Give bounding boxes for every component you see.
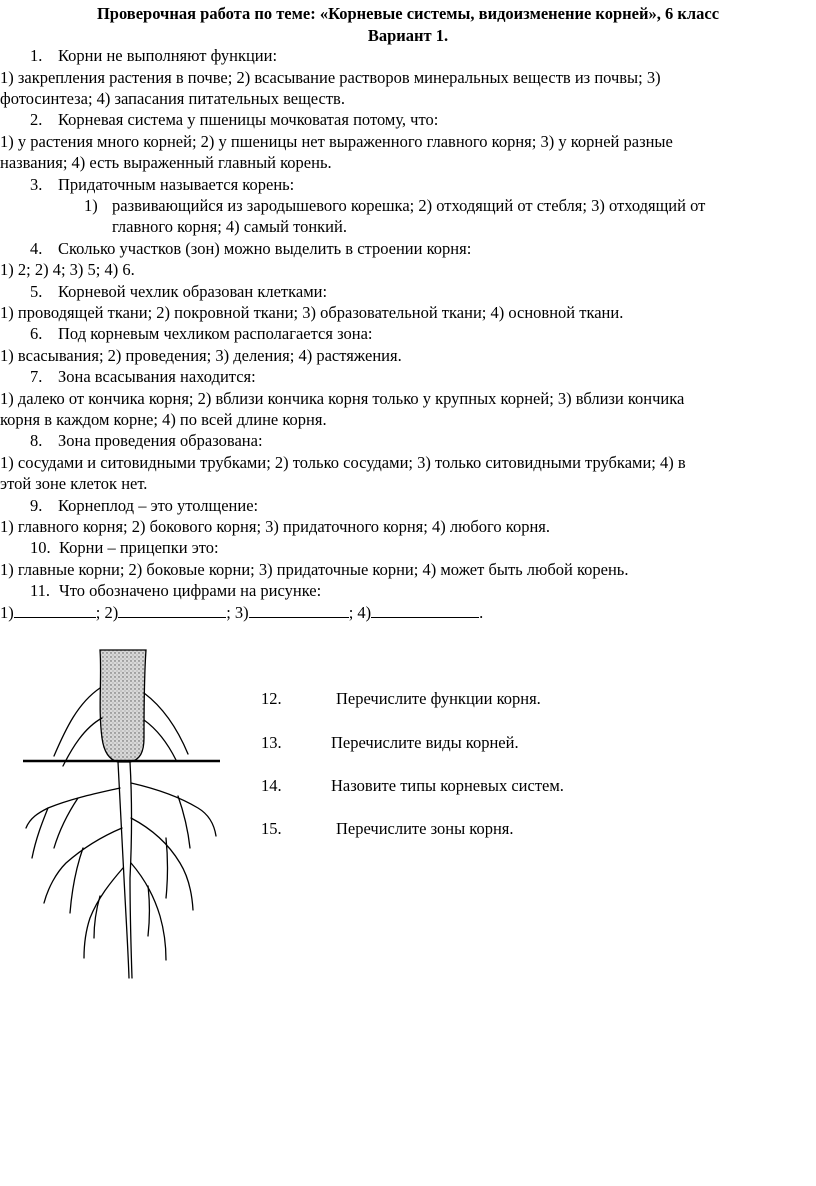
question-13: 13. Перечислите виды корней. bbox=[261, 733, 519, 752]
answer-line: 1) всасывания; 2) проведения; 3) деления; 4) растяжения. bbox=[0, 346, 402, 365]
page-title: Проверочная работа по теме: «Корневые системы, видоизменение корней», 6 класс bbox=[96, 4, 720, 23]
question-text: Сколько участков (зон) можно выделить в строении корня: bbox=[58, 239, 472, 258]
answer-line: главного корня; 4) самый тонкий. bbox=[112, 217, 347, 236]
question-7: 7. Зона всасывания находится: bbox=[30, 367, 256, 386]
answer-line: 1) развивающийся из зародышевого корешка; 2) отходящий от стебля; 3) отходящий от bbox=[84, 196, 706, 215]
answer-line: корня в каждом корне; 4) по всей длине корня. bbox=[0, 410, 327, 429]
answer-line: 1) сосудами и ситовидными трубками; 2) только сосудами; 3) только ситовидными трубками; 4) в bbox=[0, 453, 686, 472]
answer-line: 1) главные корни; 2) боковые корни; 3) придаточные корни; 4) может быть любой корень. bbox=[0, 560, 629, 579]
answer-line: 1) далеко от кончика корня; 2) вблизи кончика корня только у крупных корней; 3) вблизи кончика bbox=[0, 389, 685, 408]
answer-line: этой зоне клеток нет. bbox=[0, 474, 148, 493]
question-10: 10. Корни – прицепки это: bbox=[30, 538, 219, 557]
stem bbox=[100, 650, 146, 762]
question-2: 2. Корневая система у пшеницы мочковатая потому, что: bbox=[30, 110, 439, 129]
blank-field-1[interactable] bbox=[14, 602, 96, 618]
root-illustration bbox=[18, 648, 228, 993]
question-1: 1. Корни не выполняют функции: bbox=[30, 46, 278, 65]
answer-line: 1) 2; 2) 4; 3) 5; 4) 6. bbox=[0, 260, 135, 279]
question-11: 11. Что обозначено цифрами на рисунке: bbox=[30, 581, 322, 600]
question-6: 6. Под корневым чехликом располагается зона: bbox=[30, 324, 373, 343]
question-text: Корнеплод – это утолщение: bbox=[58, 496, 259, 515]
question-8: 8. Зона проведения образована: bbox=[30, 431, 263, 450]
variant-label: Вариант 1. bbox=[367, 26, 449, 45]
blank-field-2[interactable] bbox=[118, 602, 226, 618]
answer-line: 1) у растения много корней; 2) у пшеницы нет выраженного главного корня; 3) у корней разные bbox=[0, 132, 673, 151]
question-15: 15. Перечислите зоны корня. bbox=[261, 819, 514, 838]
blank-field-4[interactable] bbox=[371, 602, 479, 618]
question-text: Корневой чехлик образован клетками: bbox=[58, 282, 328, 301]
question-5: 5. Корневой чехлик образован клетками: bbox=[30, 282, 328, 301]
question-text: Зона всасывания находится: bbox=[58, 367, 256, 386]
answer-blanks: 1) ; 2) ; 3) ; 4) . bbox=[0, 603, 484, 622]
question-9: 9. Корнеплод – это утолщение: bbox=[30, 496, 259, 515]
question-text: Под корневым чехликом располагается зона: bbox=[58, 324, 373, 343]
answer-line: 1) главного корня; 2) бокового корня; 3) придаточного корня; 4) любого корня. bbox=[0, 517, 551, 536]
answer-line: 1) закрепления растения в почве; 2) всасывание растворов минеральных веществ из почвы; 3) bbox=[0, 68, 661, 87]
answer-line: фотосинтеза; 4) запасания питательных веществ. bbox=[0, 89, 345, 108]
blank-field-3[interactable] bbox=[249, 602, 349, 618]
question-text: Корни не выполняют функции: bbox=[58, 46, 278, 65]
question-14: 14. Назовите типы корневых систем. bbox=[261, 776, 564, 795]
question-text: Придаточным называется корень: bbox=[58, 175, 295, 194]
question-4: 4. Сколько участков (зон) можно выделить в строении корня: bbox=[30, 239, 472, 258]
answer-line: 1) проводящей ткани; 2) покровной ткани; 3) образовательной ткани; 4) основной ткани. bbox=[0, 303, 624, 322]
question-text: Корни – прицепки это: bbox=[59, 538, 219, 557]
answer-line: названия; 4) есть выраженный главный корень. bbox=[0, 153, 332, 172]
question-text: Корневая система у пшеницы мочковатая потому, что: bbox=[58, 110, 439, 129]
question-text: Зона проведения образована: bbox=[58, 431, 263, 450]
question-3: 3. Придаточным называется корень: bbox=[30, 175, 295, 194]
question-text: Что обозначено цифрами на рисунке: bbox=[59, 581, 322, 600]
question-12: 12. Перечислите функции корня. bbox=[261, 689, 541, 708]
